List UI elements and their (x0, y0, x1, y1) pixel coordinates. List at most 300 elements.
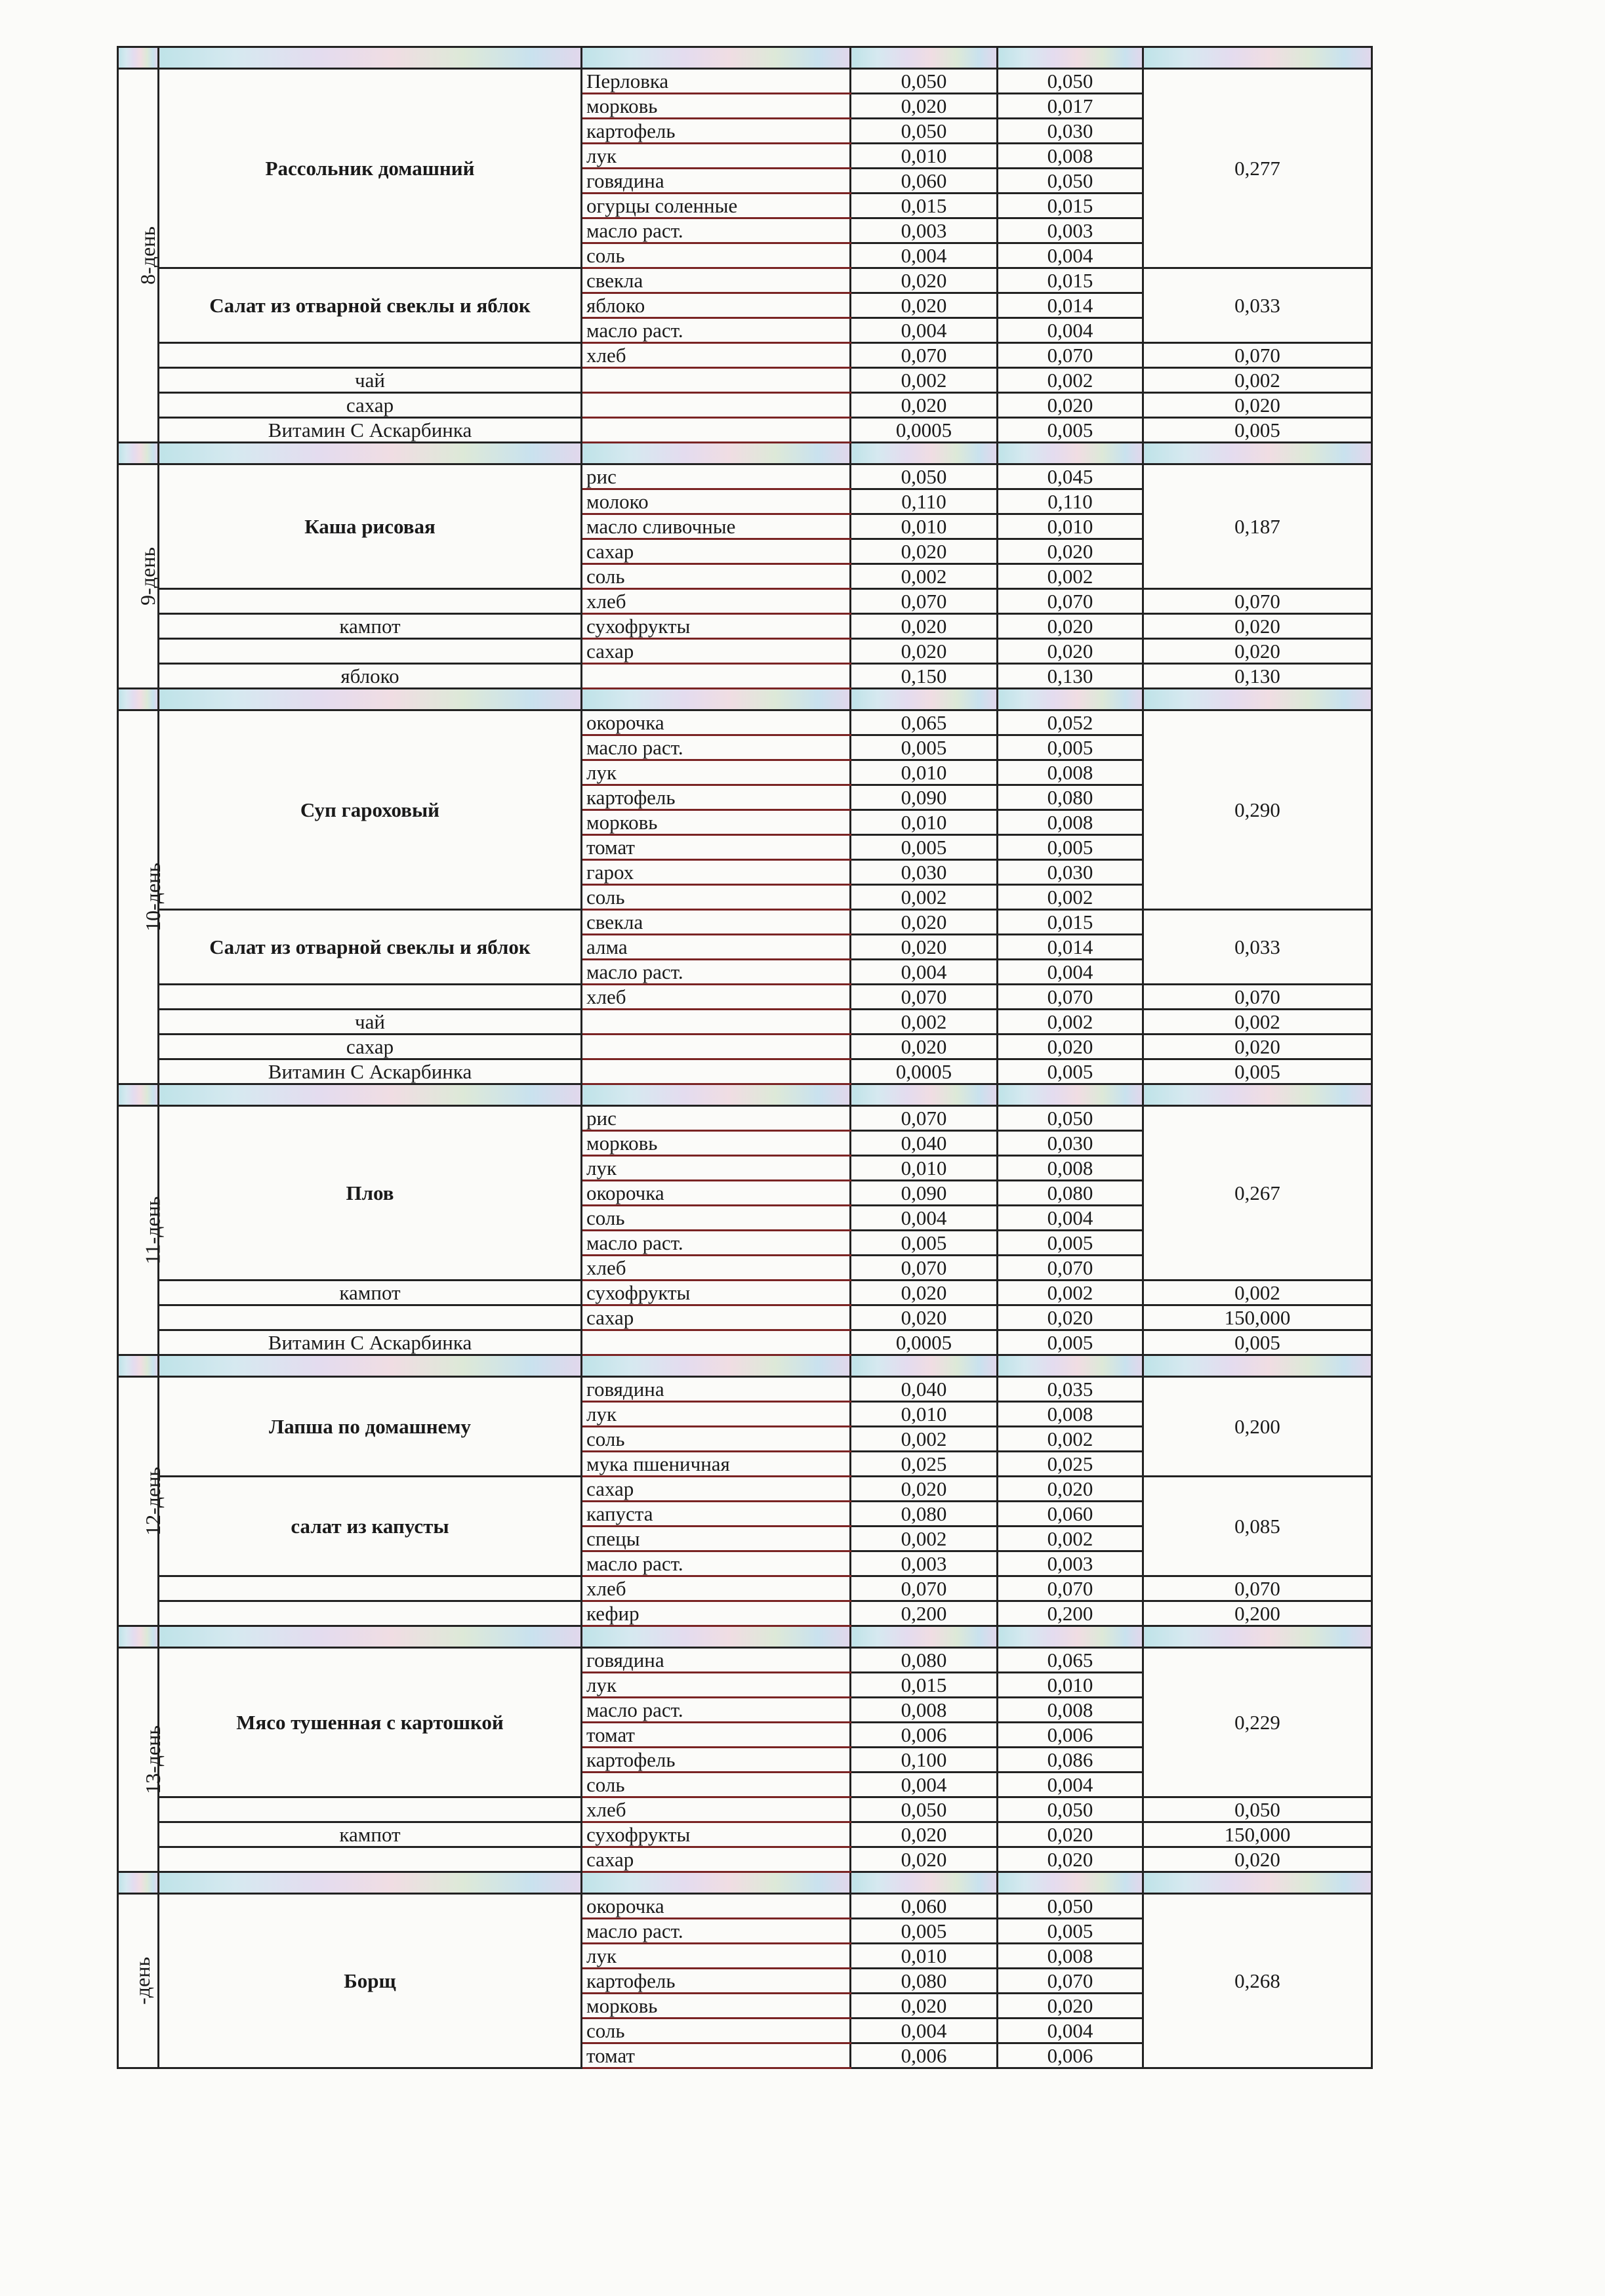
ingredient-cell: говядина (582, 1648, 851, 1673)
gross-weight-cell: 0,010 (851, 1156, 998, 1181)
net-weight-cell: 0,035 (998, 1377, 1143, 1402)
table-row (118, 985, 1372, 1010)
gross-weight-cell: 0,005 (851, 1919, 998, 1944)
dish-total-cell: 0,070 (1143, 985, 1372, 1010)
gross-weight-cell: 0,050 (851, 464, 998, 489)
ingredient-cell: морковь (582, 810, 851, 835)
ingredient-cell: картофель (582, 785, 851, 810)
net-weight-cell: 0,015 (998, 194, 1143, 218)
gross-weight-cell: 0,070 (851, 1106, 998, 1131)
net-weight-cell: 0,030 (998, 119, 1143, 144)
separator-cell (118, 1626, 159, 1648)
ingredient-cell: алма (582, 935, 851, 960)
dish-total-cell: 0,002 (1143, 1010, 1372, 1035)
ingredient-cell: лук (582, 1156, 851, 1181)
net-weight-cell: 0,004 (998, 1773, 1143, 1797)
ingredient-cell: сахар (582, 539, 851, 564)
net-weight-cell: 0,070 (998, 1969, 1143, 1994)
gross-weight-cell: 0,010 (851, 760, 998, 785)
dish-total-cell: 0,020 (1143, 639, 1372, 664)
separator-cell (582, 1872, 851, 1894)
table-row (118, 1281, 1372, 1305)
dish-name-cell (159, 1305, 582, 1330)
gross-weight-cell: 0,015 (851, 194, 998, 218)
ingredient-cell: мука пшеничная (582, 1452, 851, 1477)
dish-name-cell: Плов (159, 1106, 582, 1281)
net-weight-cell: 0,008 (998, 1698, 1143, 1723)
ingredient-cell (582, 418, 851, 443)
day-label-cell (118, 1106, 165, 1355)
net-weight-cell: 0,006 (998, 2043, 1143, 2068)
gross-weight-cell: 0,150 (851, 664, 998, 689)
gross-weight-cell: 0,090 (851, 785, 998, 810)
dish-total-cell: 0,005 (1143, 418, 1372, 443)
gross-weight-cell: 0,0005 (851, 1330, 998, 1355)
separator-cell (582, 1355, 851, 1377)
table-row (118, 69, 1372, 94)
net-weight-cell: 0,070 (998, 1576, 1143, 1601)
table-row (118, 1601, 1372, 1626)
table-row (118, 418, 1372, 443)
ingredient-cell: масло раст. (582, 1919, 851, 1944)
separator-cell (582, 47, 851, 69)
day-label: 10-день (140, 863, 165, 932)
net-weight-cell: 0,014 (998, 293, 1143, 318)
table-row (118, 393, 1372, 418)
ingredient-cell: соль (582, 564, 851, 589)
ingredient-cell: молоко (582, 489, 851, 514)
net-weight-cell: 0,003 (998, 1551, 1143, 1576)
day-label-cell (118, 69, 159, 443)
dish-total-cell: 0,070 (1143, 343, 1372, 368)
gross-weight-cell: 0,020 (851, 935, 998, 960)
net-weight-cell: 0,080 (998, 785, 1143, 810)
dish-total-cell: 0,033 (1143, 910, 1372, 985)
ingredient-cell: масло раст. (582, 1698, 851, 1723)
separator-cell (1143, 47, 1372, 69)
net-weight-cell: 0,010 (998, 1673, 1143, 1698)
separator-cell (998, 1626, 1143, 1648)
net-weight-cell: 0,005 (998, 418, 1143, 443)
ingredient-cell: картофель (582, 119, 851, 144)
table-row (118, 1797, 1372, 1822)
ingredient-cell: сахар (582, 1847, 851, 1872)
dish-name-cell: Витамин С Аскарбинка (159, 1059, 582, 1084)
ingredient-cell: лук (582, 760, 851, 785)
gross-weight-cell: 0,070 (851, 343, 998, 368)
gross-weight-cell: 0,020 (851, 539, 998, 564)
ingredient-cell: свекла (582, 910, 851, 935)
net-weight-cell: 0,008 (998, 1944, 1143, 1969)
dish-name-cell (159, 639, 582, 664)
day-separator-row (118, 1872, 1372, 1894)
dish-total-cell: 0,229 (1143, 1648, 1372, 1797)
separator-cell (582, 1626, 851, 1648)
table-row (118, 1035, 1372, 1059)
table-row (118, 1576, 1372, 1601)
ingredient-cell: кефир (582, 1601, 851, 1626)
gross-weight-cell: 0,004 (851, 1773, 998, 1797)
table-row (118, 664, 1372, 689)
net-weight-cell: 0,002 (998, 368, 1143, 393)
net-weight-cell: 0,030 (998, 1131, 1143, 1156)
ingredient-cell: соль (582, 1773, 851, 1797)
ingredient-cell: масло раст. (582, 960, 851, 985)
ingredient-cell: соль (582, 1427, 851, 1452)
gross-weight-cell: 0,003 (851, 1551, 998, 1576)
separator-cell (998, 689, 1143, 710)
dish-name-cell: Салат из отварной свеклы и яблок (159, 268, 582, 343)
gross-weight-cell: 0,002 (851, 368, 998, 393)
separator-cell (118, 689, 159, 710)
ingredient-cell: масло раст. (582, 218, 851, 243)
dish-name-cell (159, 1601, 582, 1626)
ingredient-cell: морковь (582, 1994, 851, 2019)
day-label: 8-день (135, 226, 159, 285)
table-row (118, 1894, 1372, 1919)
net-weight-cell: 0,008 (998, 1156, 1143, 1181)
gross-weight-cell: 0,010 (851, 514, 998, 539)
gross-weight-cell: 0,020 (851, 1847, 998, 1872)
ingredient-cell (582, 664, 851, 689)
dish-total-cell: 0,085 (1143, 1477, 1372, 1576)
gross-weight-cell: 0,004 (851, 960, 998, 985)
separator-cell (582, 1084, 851, 1106)
dish-name-cell: Витамин С Аскарбинка (159, 1330, 582, 1355)
ingredient-cell: сухофрукты (582, 1281, 851, 1305)
dish-name-cell: сахар (159, 1035, 582, 1059)
net-weight-cell: 0,006 (998, 1723, 1143, 1748)
net-weight-cell: 0,050 (998, 169, 1143, 194)
net-weight-cell: 0,020 (998, 539, 1143, 564)
gross-weight-cell: 0,005 (851, 735, 998, 760)
net-weight-cell: 0,015 (998, 910, 1143, 935)
dish-total-cell: 0,187 (1143, 464, 1372, 589)
gross-weight-cell: 0,050 (851, 1797, 998, 1822)
gross-weight-cell: 0,020 (851, 1305, 998, 1330)
separator-cell (159, 443, 582, 464)
day-label-cell (118, 1377, 165, 1626)
table-row (118, 589, 1372, 614)
separator-cell (582, 443, 851, 464)
net-weight-cell: 0,025 (998, 1452, 1143, 1477)
net-weight-cell: 0,015 (998, 268, 1143, 293)
separator-cell (118, 1084, 159, 1106)
separator-cell (851, 1626, 998, 1648)
ingredient-cell: масло сливочные (582, 514, 851, 539)
gross-weight-cell: 0,050 (851, 69, 998, 94)
gross-weight-cell: 0,004 (851, 1206, 998, 1231)
table-row (118, 343, 1372, 368)
gross-weight-cell: 0,020 (851, 1994, 998, 2019)
table-row (118, 268, 1372, 293)
table-row (118, 710, 1372, 735)
dish-total-cell: 0,268 (1143, 1894, 1372, 2068)
ingredient-cell: масло раст. (582, 1231, 851, 1256)
gross-weight-cell: 0,050 (851, 119, 998, 144)
net-weight-cell: 0,004 (998, 243, 1143, 268)
ingredient-cell: лук (582, 1402, 851, 1427)
ingredient-cell: хлеб (582, 1256, 851, 1281)
net-weight-cell: 0,005 (998, 1059, 1143, 1084)
separator-cell (1143, 1084, 1372, 1106)
gross-weight-cell: 0,002 (851, 1527, 998, 1551)
table-row (118, 910, 1372, 935)
dish-name-cell: яблоко (159, 664, 582, 689)
day-separator-row (118, 47, 1372, 69)
net-weight-cell: 0,080 (998, 1181, 1143, 1206)
net-weight-cell: 0,020 (998, 1994, 1143, 2019)
day-separator-row (118, 1084, 1372, 1106)
net-weight-cell: 0,020 (998, 393, 1143, 418)
net-weight-cell: 0,002 (998, 1527, 1143, 1551)
net-weight-cell: 0,020 (998, 1847, 1143, 1872)
ingredient-cell: соль (582, 2019, 851, 2043)
net-weight-cell: 0,002 (998, 885, 1143, 910)
dish-total-cell: 0,002 (1143, 1281, 1372, 1305)
dish-total-cell: 150,000 (1143, 1822, 1372, 1847)
net-weight-cell: 0,020 (998, 1035, 1143, 1059)
ingredient-cell: огурцы соленные (582, 194, 851, 218)
gross-weight-cell: 0,080 (851, 1648, 998, 1673)
day-label-cell (118, 464, 159, 689)
net-weight-cell: 0,005 (998, 1919, 1143, 1944)
net-weight-cell: 0,020 (998, 1822, 1143, 1847)
net-weight-cell: 0,070 (998, 1256, 1143, 1281)
ingredient-cell: окорочка (582, 1181, 851, 1206)
gross-weight-cell: 0,080 (851, 1502, 998, 1527)
net-weight-cell: 0,050 (998, 69, 1143, 94)
separator-cell (159, 1084, 582, 1106)
dish-name-cell: кампот (159, 614, 582, 639)
ingredient-cell: капуста (582, 1502, 851, 1527)
dish-name-cell: сахар (159, 393, 582, 418)
day-label: -день (130, 1957, 154, 2005)
gross-weight-cell: 0,010 (851, 810, 998, 835)
gross-weight-cell: 0,004 (851, 318, 998, 343)
ingredient-cell: томат (582, 835, 851, 860)
ingredient-cell: хлеб (582, 343, 851, 368)
ingredient-cell: картофель (582, 1748, 851, 1773)
separator-cell (1143, 1355, 1372, 1377)
dish-total-cell: 0,267 (1143, 1106, 1372, 1281)
separator-cell (851, 689, 998, 710)
day-label: 12-день (140, 1467, 165, 1536)
separator-cell (851, 1084, 998, 1106)
gross-weight-cell: 0,025 (851, 1452, 998, 1477)
ingredient-cell (582, 1010, 851, 1035)
gross-weight-cell: 0,002 (851, 885, 998, 910)
ingredient-cell (582, 1059, 851, 1084)
gross-weight-cell: 0,003 (851, 218, 998, 243)
gross-weight-cell: 0,005 (851, 835, 998, 860)
ingredient-cell: масло раст. (582, 735, 851, 760)
net-weight-cell: 0,060 (998, 1502, 1143, 1527)
separator-cell (582, 689, 851, 710)
menu-sheet (117, 46, 1371, 2069)
separator-cell (118, 1872, 159, 1894)
net-weight-cell: 0,005 (998, 835, 1143, 860)
ingredient-cell: лук (582, 144, 851, 169)
separator-cell (998, 1355, 1143, 1377)
gross-weight-cell: 0,015 (851, 1673, 998, 1698)
ingredient-cell: свекла (582, 268, 851, 293)
table-row (118, 1822, 1372, 1847)
dish-total-cell: 150,000 (1143, 1305, 1372, 1330)
net-weight-cell: 0,020 (998, 639, 1143, 664)
table-row (118, 1106, 1372, 1131)
day-label-cell (118, 710, 165, 1084)
net-weight-cell: 0,020 (998, 1477, 1143, 1502)
net-weight-cell: 0,052 (998, 710, 1143, 735)
net-weight-cell: 0,065 (998, 1648, 1143, 1673)
gross-weight-cell: 0,002 (851, 1427, 998, 1452)
ingredient-cell: рис (582, 1106, 851, 1131)
table-row (118, 639, 1372, 664)
dish-total-cell: 0,002 (1143, 368, 1372, 393)
ingredient-cell: хлеб (582, 1576, 851, 1601)
separator-cell (159, 1872, 582, 1894)
net-weight-cell: 0,005 (998, 1330, 1143, 1355)
separator-cell (851, 1872, 998, 1894)
ingredient-cell: хлеб (582, 589, 851, 614)
separator-cell (1143, 1872, 1372, 1894)
separator-cell (159, 1626, 582, 1648)
net-weight-cell: 0,017 (998, 94, 1143, 119)
gross-weight-cell: 0,040 (851, 1377, 998, 1402)
table-row (118, 464, 1372, 489)
ingredient-cell: окорочка (582, 1894, 851, 1919)
ingredient-cell: хлеб (582, 985, 851, 1010)
dish-name-cell: Каша рисовая (159, 464, 582, 589)
dish-total-cell: 0,277 (1143, 69, 1372, 268)
ingredient-cell (582, 1330, 851, 1355)
dish-total-cell: 0,070 (1143, 1576, 1372, 1601)
gross-weight-cell: 0,040 (851, 1131, 998, 1156)
day-separator-row (118, 689, 1372, 710)
net-weight-cell: 0,005 (998, 1231, 1143, 1256)
dish-name-cell (159, 1576, 582, 1601)
ingredient-cell: масло раст. (582, 1551, 851, 1576)
gross-weight-cell: 0,010 (851, 1944, 998, 1969)
separator-cell (998, 443, 1143, 464)
day-label: 11-день (140, 1196, 165, 1265)
ingredient-cell (582, 368, 851, 393)
net-weight-cell: 0,030 (998, 860, 1143, 885)
net-weight-cell: 0,005 (998, 735, 1143, 760)
separator-cell (851, 47, 998, 69)
separator-cell (998, 1084, 1143, 1106)
net-weight-cell: 0,008 (998, 144, 1143, 169)
table-row (118, 614, 1372, 639)
day-separator-row (118, 1355, 1372, 1377)
dish-name-cell: Витамин С Аскарбинка (159, 418, 582, 443)
day-label-cell (118, 1894, 159, 2068)
gross-weight-cell: 0,020 (851, 1822, 998, 1847)
dish-name-cell: кампот (159, 1281, 582, 1305)
gross-weight-cell: 0,080 (851, 1969, 998, 1994)
dish-total-cell: 0,005 (1143, 1330, 1372, 1355)
ingredient-cell: морковь (582, 1131, 851, 1156)
separator-cell (159, 689, 582, 710)
separator-cell (159, 47, 582, 69)
gross-weight-cell: 0,0005 (851, 418, 998, 443)
dish-name-cell (159, 1797, 582, 1822)
ingredient-cell (582, 393, 851, 418)
table-row (118, 1847, 1372, 1872)
ingredient-cell: лук (582, 1944, 851, 1969)
gross-weight-cell: 0,020 (851, 1477, 998, 1502)
day-label: 13-день (140, 1725, 165, 1794)
dish-name-cell: салат из капусты (159, 1477, 582, 1576)
dish-total-cell: 0,020 (1143, 1847, 1372, 1872)
dish-total-cell: 0,200 (1143, 1601, 1372, 1626)
separator-cell (118, 47, 159, 69)
gross-weight-cell: 0,002 (851, 564, 998, 589)
dish-total-cell: 0,020 (1143, 393, 1372, 418)
separator-cell (1143, 443, 1372, 464)
ingredient-cell: сахар (582, 1477, 851, 1502)
separator-cell (118, 1355, 159, 1377)
dish-name-cell: Рассольник домашний (159, 69, 582, 268)
dish-name-cell: кампот (159, 1822, 582, 1847)
dish-total-cell: 0,020 (1143, 1035, 1372, 1059)
separator-cell (851, 1355, 998, 1377)
ingredient-cell: хлеб (582, 1797, 851, 1822)
net-weight-cell: 0,050 (998, 1106, 1143, 1131)
dish-name-cell: Суп гароховый (159, 710, 582, 910)
gross-weight-cell: 0,020 (851, 293, 998, 318)
net-weight-cell: 0,070 (998, 985, 1143, 1010)
gross-weight-cell: 0,020 (851, 94, 998, 119)
net-weight-cell: 0,086 (998, 1748, 1143, 1773)
gross-weight-cell: 0,008 (851, 1698, 998, 1723)
ingredient-cell: соль (582, 1206, 851, 1231)
dish-name-cell (159, 1847, 582, 1872)
dish-total-cell: 0,070 (1143, 589, 1372, 614)
dish-total-cell: 0,200 (1143, 1377, 1372, 1477)
gross-weight-cell: 0,006 (851, 1723, 998, 1748)
dish-total-cell: 0,130 (1143, 664, 1372, 689)
separator-cell (1143, 689, 1372, 710)
day-label: 9-день (135, 547, 159, 605)
gross-weight-cell: 0,020 (851, 1035, 998, 1059)
table-row (118, 1648, 1372, 1673)
ingredient-cell: сахар (582, 639, 851, 664)
dish-name-cell: чай (159, 1010, 582, 1035)
gross-weight-cell: 0,200 (851, 1601, 998, 1626)
ingredient-cell: спецы (582, 1527, 851, 1551)
net-weight-cell: 0,200 (998, 1601, 1143, 1626)
dish-name-cell (159, 985, 582, 1010)
gross-weight-cell: 0,060 (851, 1894, 998, 1919)
gross-weight-cell: 0,070 (851, 985, 998, 1010)
gross-weight-cell: 0,020 (851, 268, 998, 293)
ingredient-cell: яблоко (582, 293, 851, 318)
ingredient-cell (582, 1035, 851, 1059)
table-row (118, 1305, 1372, 1330)
gross-weight-cell: 0,090 (851, 1181, 998, 1206)
gross-weight-cell: 0,020 (851, 393, 998, 418)
ingredient-cell: окорочка (582, 710, 851, 735)
gross-weight-cell: 0,002 (851, 1010, 998, 1035)
day-label-cell (118, 1648, 165, 1872)
gross-weight-cell: 0,065 (851, 710, 998, 735)
ingredient-cell: говядина (582, 169, 851, 194)
ingredient-cell: говядина (582, 1377, 851, 1402)
net-weight-cell: 0,020 (998, 614, 1143, 639)
dish-name-cell: Лапша по домашнему (159, 1377, 582, 1477)
